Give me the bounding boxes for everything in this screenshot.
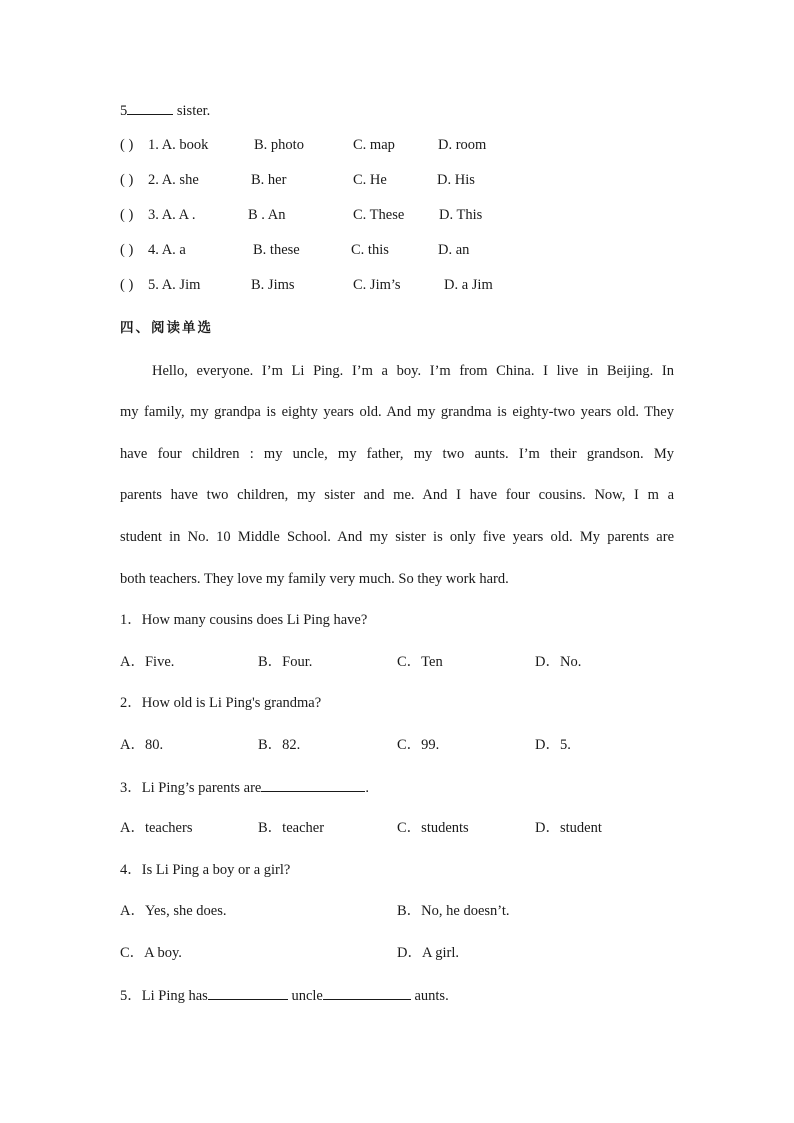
reading-question-5 [120, 985, 449, 1006]
reading-question-3 [120, 777, 369, 798]
answer-paren[interactable]: ( ) [120, 172, 134, 188]
reading-question-2: 2．How old is Li Ping's grandma? [120, 695, 322, 711]
question-text: 3．Li Ping’s parents are [120, 780, 262, 796]
option-a: 1. A. book [148, 137, 209, 153]
option-b: B . An [248, 207, 286, 223]
option-b[interactable]: B．No, he doesn’t. [397, 903, 510, 919]
option-a: 2. A. she [148, 172, 199, 188]
option-d: D. room [438, 137, 487, 153]
reading-question-4: 4．Is Li Ping a boy or a girl? [120, 862, 291, 878]
option-d: D. This [439, 207, 483, 223]
option-a[interactable]: A．teachers [120, 820, 193, 836]
option-a[interactable]: A．Five. [120, 654, 175, 670]
option-d[interactable]: D．student [535, 820, 602, 836]
question-end: aunts. [410, 988, 449, 1004]
option-d: D. His [437, 172, 475, 188]
option-c: C. These [353, 207, 405, 223]
passage-line-1: Hello, everyone. I’m Li Ping. I’m a boy. I’m from China. I live in Beijing. In [152, 363, 674, 379]
option-c[interactable]: C．Ten [397, 654, 443, 670]
passage-line-2: my family, my grandpa is eighty years old. And my grandma is eighty-two years old. They [120, 404, 674, 420]
option-b: B. these [253, 242, 300, 258]
passage-line-3: have four children : my uncle, my father, my two aunts. I’m their grandson. My [120, 446, 674, 462]
option-c: C. He [353, 172, 387, 188]
passage-line-5: student in No. 10 Middle School. And my sister is only five years old. My parents are [120, 529, 674, 545]
answer-paren[interactable]: ( ) [120, 277, 134, 293]
answer-blank-2[interactable] [323, 985, 411, 1000]
option-d: D. an [438, 242, 470, 258]
option-b: B. photo [254, 137, 304, 153]
option-a: 4. A. a [148, 242, 186, 258]
option-d[interactable]: D．A girl. [397, 945, 460, 961]
answer-blank[interactable] [261, 777, 365, 792]
option-b[interactable]: B．82. [258, 737, 301, 753]
question-text: 5．Li Ping has [120, 988, 208, 1004]
option-c[interactable]: C．students [397, 820, 469, 836]
passage-line-6: both teachers. They love my family very much. So they work hard. [120, 571, 509, 587]
option-c: C. Jim’s [353, 277, 401, 293]
option-b[interactable]: B．teacher [258, 820, 325, 836]
option-a: 5. A. Jim [148, 277, 201, 293]
option-b: B. Jims [251, 277, 295, 293]
option-a: 3. A. A . [148, 207, 196, 223]
option-b[interactable]: B．Four. [258, 654, 313, 670]
answer-blank-1[interactable] [208, 985, 288, 1000]
option-b: B. her [251, 172, 287, 188]
question-end: . [365, 780, 369, 796]
option-d[interactable]: D．5. [535, 737, 571, 753]
passage-line-4: parents have two children, my sister and me. And I have four cousins. Now, I m a [120, 487, 674, 503]
answer-paren[interactable]: ( ) [120, 137, 134, 153]
answer-paren[interactable]: ( ) [120, 207, 134, 223]
option-c[interactable]: C．A boy. [120, 945, 182, 961]
answer-blank[interactable] [127, 100, 173, 115]
answer-paren[interactable]: ( ) [120, 242, 134, 258]
option-a[interactable]: A．Yes, she does. [120, 903, 227, 919]
reading-question-1: 1．How many cousins does Li Ping have? [120, 612, 368, 628]
option-a[interactable]: A．80. [120, 737, 164, 753]
question-mid: uncle [287, 988, 323, 1004]
option-c: C. this [351, 242, 389, 258]
question-5-fill [120, 100, 210, 121]
section-heading: 四、阅读单选 [120, 320, 213, 336]
option-c: C. map [353, 137, 395, 153]
question-number: 5 [120, 103, 128, 119]
option-c[interactable]: C．99. [397, 737, 440, 753]
question-text: sister. [173, 103, 211, 119]
option-d: D. a Jim [444, 277, 493, 293]
option-d[interactable]: D．No. [535, 654, 582, 670]
